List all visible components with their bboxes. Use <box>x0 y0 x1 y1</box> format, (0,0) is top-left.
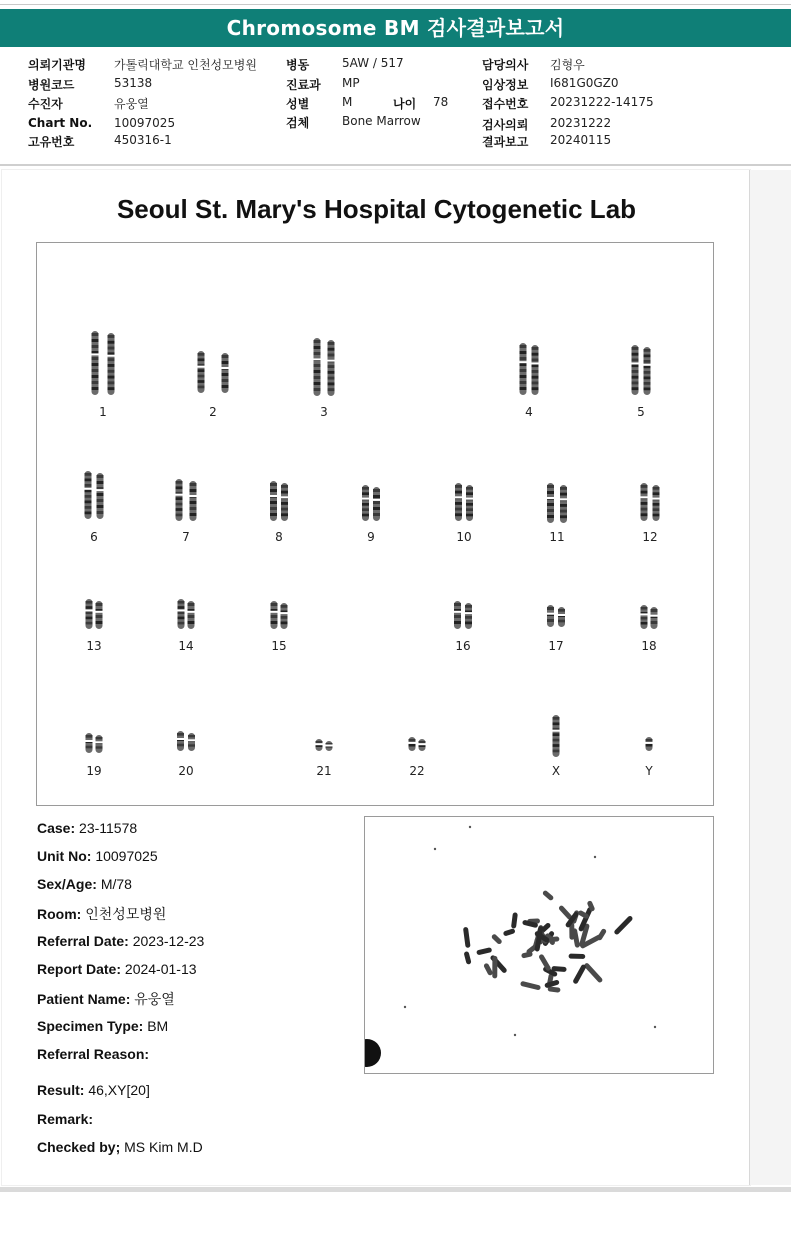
result-date-label: 결과보고 <box>482 135 529 149</box>
chromosome-label-X: X <box>551 764 561 778</box>
specimen-type-value: BM <box>147 1018 169 1034</box>
chromosome-9 <box>362 485 381 521</box>
case-line: Case: 23-11578 <box>37 820 138 836</box>
chromosome-label-20: 20 <box>178 764 194 778</box>
chromosome-label-6: 6 <box>90 530 98 544</box>
metaphase-chromosome <box>613 915 633 935</box>
chromosome-label-11: 11 <box>549 530 565 544</box>
metaphase-chromosome <box>569 954 586 959</box>
header-separator <box>0 164 791 166</box>
age-label: 나이 <box>393 97 417 111</box>
chromosome-11 <box>547 483 568 523</box>
patient-value: 유웅열 <box>114 97 149 111</box>
report-date-value: 2024-01-13 <box>124 961 197 977</box>
metaphase-chromosome <box>492 956 497 979</box>
chromosome-Y <box>645 737 653 751</box>
checked-value: MS Kim M.D <box>124 1139 203 1155</box>
metaphase-chromosome <box>511 912 518 929</box>
metaphase-chromosome <box>483 962 493 976</box>
patient-label: 수진자 <box>28 97 63 111</box>
metaphase-chromosome <box>583 962 603 983</box>
chart-no-label: Chart No. <box>28 116 93 130</box>
metaphase-chromosome <box>503 928 516 936</box>
chromosome-label-22: 22 <box>409 764 425 778</box>
institution-label: 의뢰기관명 <box>28 58 86 72</box>
top-border <box>0 0 791 5</box>
patient-name-value: 유웅열 <box>134 991 175 1007</box>
chromosome-X <box>552 715 560 757</box>
chromosome-label-14: 14 <box>178 639 194 653</box>
chromosome-label-15: 15 <box>271 639 287 653</box>
chromosome-12 <box>640 483 660 521</box>
sexage-value: M/78 <box>100 876 132 892</box>
chromosome-label-18: 18 <box>641 639 657 653</box>
metaphase-chromosome <box>464 951 472 965</box>
karyogram-image <box>37 243 713 805</box>
chromosome-label-12: 12 <box>642 530 658 544</box>
chromosome-3 <box>313 338 335 396</box>
chromosome-label-17: 17 <box>548 639 564 653</box>
receipt-value: 20231222-14175 <box>550 95 654 109</box>
chromosome-16 <box>454 601 473 629</box>
debris-dot <box>594 856 596 858</box>
debris-dot <box>404 1006 406 1008</box>
request-value: 20231222 <box>550 116 612 130</box>
metaphase-image <box>364 816 714 1074</box>
report-date-line: Report Date: 2024-01-13 <box>37 961 197 977</box>
result-date-value: 20240115 <box>550 133 612 147</box>
sex-value: M <box>342 95 353 109</box>
metaphase-chromosome <box>476 947 492 955</box>
age-value: 78 <box>433 95 449 109</box>
dept-label: 진료과 <box>286 78 321 92</box>
unique-no-label: 고유번호 <box>28 135 75 149</box>
chromosome-7 <box>175 479 197 521</box>
room-line: Room: 인천성모병원 <box>37 906 167 922</box>
chromosome-label-10: 10 <box>456 530 472 544</box>
chromosome-2 <box>197 351 229 393</box>
chromosome-1 <box>91 331 115 395</box>
metaphase-chromosome <box>551 966 566 972</box>
doctor-value: 김형우 <box>550 58 585 72</box>
metaphase-chromosome <box>463 927 471 948</box>
specimen-label: 검체 <box>286 116 310 130</box>
referral-date-value: 2023-12-23 <box>132 933 205 949</box>
unit-value: 10097025 <box>95 848 158 864</box>
dept-value: MP <box>342 76 360 90</box>
patient-name-line: Patient Name: 유웅열 <box>37 991 175 1007</box>
chromosome-4 <box>519 343 539 395</box>
chart-no-value: 10097025 <box>114 116 176 130</box>
checked-line: Checked by; MS Kim M.D <box>37 1139 203 1155</box>
referral-reason-line: Referral Reason: <box>37 1046 150 1062</box>
chromosome-label-3: 3 <box>320 405 328 419</box>
result-value: 46,XY[20] <box>88 1082 150 1098</box>
sexage-line: Sex/Age: M/78 <box>37 876 132 892</box>
ward-value: 5AW / 517 <box>342 56 404 70</box>
chromosome-label-8: 8 <box>275 530 283 544</box>
side-margin <box>750 170 791 1185</box>
chromosome-21 <box>315 739 333 751</box>
case-value: 23-11578 <box>79 820 138 836</box>
chromosome-label-4: 4 <box>525 405 533 419</box>
chromosome-label-2: 2 <box>209 405 217 419</box>
doctor-label: 담당의사 <box>482 58 529 72</box>
report-title: Chromosome BM 검사결과보고서 <box>0 9 791 47</box>
metaphase-chromosome <box>547 986 560 992</box>
chromosome-5 <box>631 345 651 395</box>
debris-dot <box>434 848 436 850</box>
chromosome-17 <box>547 605 566 627</box>
lab-title: Seoul St. Mary's Hospital Cytogenetic Lab <box>116 194 637 224</box>
chromosome-label-5: 5 <box>637 405 645 419</box>
chromosome-label-7: 7 <box>182 530 190 544</box>
chromosome-18 <box>640 605 658 629</box>
metaphase-chromosome <box>596 928 607 941</box>
clinical-label: 임상정보 <box>482 78 529 92</box>
chromosome-label-16: 16 <box>455 639 471 653</box>
hospital-code-value: 53138 <box>114 76 153 90</box>
referral-date-line: Referral Date: 2023-12-23 <box>37 933 205 949</box>
institution-value: 가톨릭대학교 인천성모병원 <box>114 58 257 72</box>
metaphase-chromosome <box>520 981 541 991</box>
receipt-label: 접수번호 <box>482 97 529 111</box>
chromosome-15 <box>270 601 288 629</box>
metaphase-chromosome <box>489 954 507 974</box>
metaphase-chromosome <box>491 933 503 945</box>
unique-no-value: 450316-1 <box>114 133 172 147</box>
chromosome-22 <box>408 737 426 751</box>
clinical-value: I681G0GZ0 <box>550 76 619 90</box>
chromosome-13 <box>85 599 103 629</box>
debris-dot <box>469 826 471 828</box>
karyogram <box>36 242 714 806</box>
chromosome-label-21: 21 <box>316 764 332 778</box>
chromosome-label-19: 19 <box>86 764 102 778</box>
metaphase-chromosome <box>542 890 555 902</box>
chromosome-label-Y: Y <box>645 764 653 778</box>
metaphase-spread <box>365 817 713 1073</box>
chromosome-label-1: 1 <box>99 405 107 419</box>
report-header <box>0 52 791 162</box>
result-line: Result: 46,XY[20] <box>37 1082 150 1098</box>
chromosome-10 <box>455 483 474 521</box>
chromosome-8 <box>270 481 289 521</box>
chromosome-14 <box>177 599 195 629</box>
metaphase-chromosome <box>572 964 587 985</box>
remark-line: Remark: <box>37 1111 94 1127</box>
debris-dot <box>514 1034 516 1036</box>
bottom-border <box>0 1187 791 1192</box>
sex-label: 성별 <box>286 97 310 111</box>
hospital-code-label: 병원코드 <box>28 78 75 92</box>
unit-line: Unit No: 10097025 <box>37 848 158 864</box>
chromosome-19 <box>85 733 103 753</box>
chromosome-6 <box>84 471 104 519</box>
chromosome-20 <box>177 731 196 751</box>
debris-dot <box>654 1026 656 1028</box>
chromosome-label-13: 13 <box>86 639 102 653</box>
specimen-value: Bone Marrow <box>342 114 421 128</box>
nucleus-edge <box>365 1039 381 1067</box>
specimen-type-line: Specimen Type: BM <box>37 1018 169 1034</box>
request-label: 검사의뢰 <box>482 118 529 132</box>
ward-label: 병동 <box>286 58 310 72</box>
chromosome-label-9: 9 <box>367 530 375 544</box>
room-value: 인천성모병원 <box>85 906 167 922</box>
